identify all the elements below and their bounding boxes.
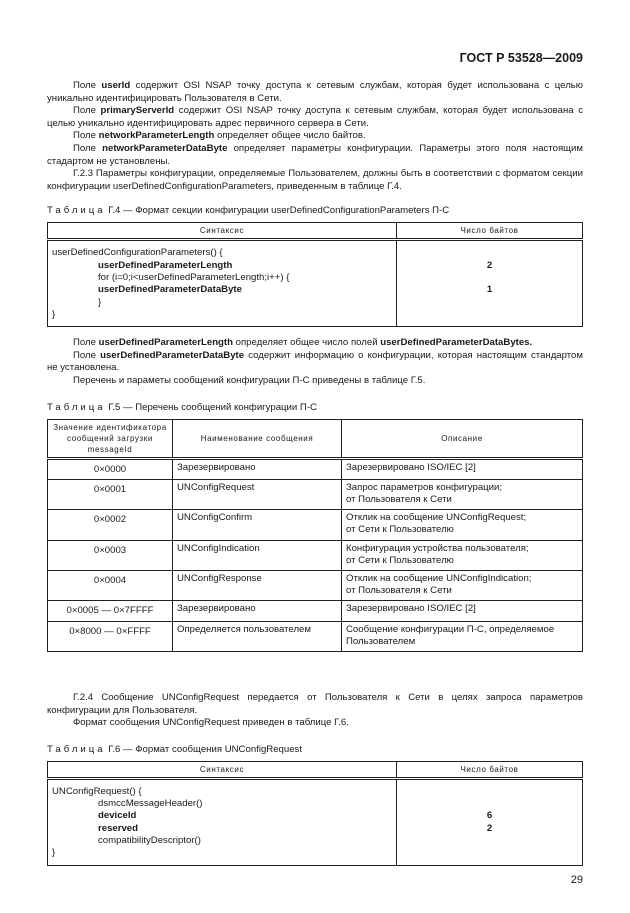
description-cell: Отклик на сообщение UNConfigRequest; от Сети к Пользователю [342,510,583,540]
message-name-cell: UNConfigIndication [173,540,342,570]
field-name: userDefinedParameterLength [98,337,233,349]
paragraph [47,80,583,105]
message-name-cell: Определяется пользователем [173,621,342,651]
message-id-cell: 0×0002 [48,510,173,540]
byte-count: 2 [486,822,493,834]
message-name-cell: UNConfigRequest [173,479,342,509]
col-header-bytes: Число байтов [397,761,583,778]
text-run: Поле [73,337,99,349]
byte-count: 1 [486,284,493,296]
syntax-line: dsmccMessageHeader() [98,798,203,810]
syntax-line: reserved [98,822,139,834]
field-name: networkParameterDataByte [102,142,228,154]
description-cell: Зарезервировано ISO/IEC [2] [342,601,583,621]
bytes-cell [397,778,583,865]
syntax-line: userDefinedParameterDataByte [98,284,242,296]
page-number: 29 [570,873,583,886]
col-header-message-id: Значение идентификатора сообщений загрузки messageId [48,419,173,458]
table-g6 [47,761,583,866]
field-name: networkParameterLength [98,130,215,142]
col-header-description: Описание [342,419,583,458]
paragraph [47,350,583,375]
byte-count [401,272,578,284]
message-name-cell: UNConfigConfirm [173,510,342,540]
message-id-cell: 0×0004 [48,570,173,600]
paragraph [47,375,583,388]
table-g5-caption [47,402,583,414]
byte-count [401,786,578,798]
text-run: определяет параметры конфигурации. Параметры этого поля настоящим стадартом не установлены. [47,142,583,167]
text-run: Г.2.4 Сообщение UNConfigRequest передается от Пользователя к Сети в целях запроса параметров конфигурации для Пользователя. [47,691,583,716]
caption-text: Г.5 — Перечень сообщений конфигурации П-С [105,401,317,413]
paragraphs-middle [47,337,583,387]
text-run: Поле [73,80,102,91]
table-g5 [47,419,583,652]
table-row [48,458,583,479]
caption-prefix: Таблица [47,743,106,755]
text-run: определяет общее число полей [232,337,381,349]
caption-prefix: Таблица [47,401,106,413]
syntax-line: } [52,308,56,320]
field-name: userDefinedParameterDataByte [100,349,245,361]
message-id-cell: 0×0001 [48,479,173,509]
syntax-line: } [98,296,102,308]
text-run: Г.2.3 Параметры конфигурации, определяемые Пользователем, должны быть в соответствии с форматом секции конфигурации userDefinedConfigurationParameters, приведенным в таблице Г.4. [47,168,583,192]
col-header-syntax: Синтаксис [48,761,397,778]
paragraph [47,692,583,717]
syntax-line: for (i=0;i<userDefinedParameterLength;i++) { [98,271,290,283]
paragraph [47,337,583,350]
byte-count: 2 [486,259,493,271]
paragraphs-g24 [47,692,583,730]
bytes-cell [397,240,583,327]
byte-count [401,247,578,259]
table-row [48,601,583,621]
paragraph [47,168,583,193]
text-run: Поле [73,105,101,117]
byte-count [401,847,578,859]
syntax-line: deviceId [98,810,137,822]
syntax-cell [48,240,397,327]
table-row [48,510,583,540]
document-header: ГОСТ Р 53528—2009 [459,51,583,65]
text-run: Поле [73,349,101,361]
text-run: содержит информацию о конфигурации, которая настоящим стандартом не установлена. [47,349,583,374]
text-run: Перечень и параметы сообщений конфигурации П-С приведены в таблице Г.5. [73,374,426,386]
caption-prefix: Таблица [47,205,106,217]
syntax-line: userDefinedParameterLength [98,259,233,271]
syntax-line: } [52,847,56,859]
syntax-line: userDefinedConfigurationParameters() { [52,247,223,259]
paragraph [47,105,583,130]
message-id-cell: 0×8000 — 0×FFFF [48,621,173,651]
col-header-message-name: Наименование сообщения [173,419,342,458]
paragraph [47,717,583,730]
table-row [48,479,583,509]
field-name: userId [101,80,131,91]
message-name-cell: Зарезервировано [173,458,342,479]
table-row [48,540,583,570]
description-cell: Отклик на сообщение UNConfigIndication; от Пользователя к Сети [342,570,583,600]
description-cell: Конфигурация устройства пользователя; от Сети к Пользователю [342,540,583,570]
table-g4-caption [47,205,583,217]
paragraph [47,130,583,143]
message-name-cell: UNConfigResponse [173,570,342,600]
table-row [48,570,583,600]
syntax-cell [48,778,397,865]
field-name: primaryServerId [100,105,175,117]
col-header-syntax: Синтаксис [48,223,397,240]
text-run: содержит OSI NSAP точку доступа к сетевым службам, которая будет использована с целью уникально идентифицировать Пользователя в Сети. [47,80,583,104]
paragraph [47,143,583,168]
message-name-cell: Зарезервировано [173,601,342,621]
byte-count: 6 [486,810,493,822]
message-id-cell: 0×0005 — 0×7FFFF [48,601,173,621]
field-name: userDefinedParameterDataBytes. [380,337,533,349]
text-run: Поле [73,142,103,154]
syntax-line: compatibilityDescriptor() [98,834,201,846]
message-id-cell: 0×0000 [48,458,173,479]
caption-text: Г.4 — Формат секции конфигурации userDefinedConfigurationParameters П-С [105,205,450,217]
description-cell: Запрос параметров конфигурации; от Пользователя к Сети [342,479,583,509]
table-row [48,621,583,651]
byte-count [401,297,578,309]
byte-count [401,309,578,321]
text-run: определяет общее число байтов. [214,130,366,142]
description-cell: Зарезервировано ISO/IEC [2] [342,458,583,479]
table-g4 [47,222,583,327]
text-run: Формат сообщения UNConfigRequest приведен в таблице Г.6. [73,717,349,729]
syntax-line: UNConfigRequest() { [52,785,142,797]
col-header-bytes: Число байтов [397,223,583,240]
description-cell: Сообщение конфигурации П-С, определяемое Пользователем [342,621,583,651]
text-run: Поле [73,130,99,142]
byte-count [401,798,578,810]
caption-text: Г.6 — Формат сообщения UNConfigRequest [105,743,303,755]
message-id-cell: 0×0003 [48,540,173,570]
table-g6-caption [47,744,583,756]
byte-count [401,835,578,847]
paragraphs-intro [47,80,583,193]
text-run: содержит OSI NSAP точку доступа к сетевым службам, которая будет использована с целью уникально идентифицировать адрес первичного сервера в Сети. [47,105,583,129]
